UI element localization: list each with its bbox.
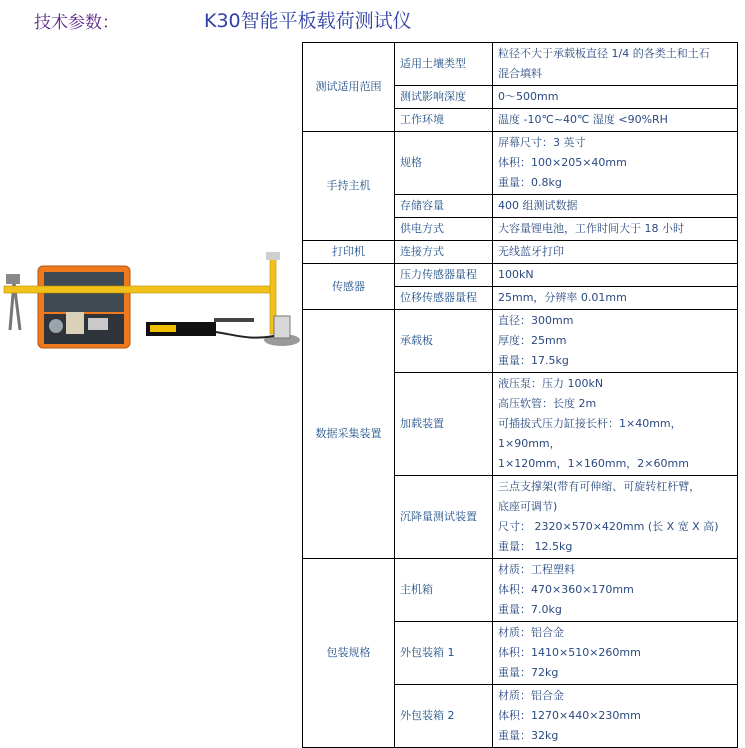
spec-table (302, 42, 738, 748)
category-cell: 打印机 (303, 241, 395, 264)
value-line: 材质：铝合金 (498, 626, 564, 639)
value-line: 重量： 12.5kg (498, 540, 573, 553)
table-row (303, 310, 738, 373)
value-line: 大容量锂电池，工作时间大于 18 小时 (498, 222, 684, 235)
value-cell (493, 43, 738, 86)
value-cell (493, 476, 738, 559)
value-line: 材质：铝合金 (498, 689, 564, 702)
item-cell: 主机箱 (395, 559, 493, 622)
item-cell: 外包装箱 1 (395, 622, 493, 685)
category-cell: 传感器 (303, 264, 395, 310)
value-line: 重量：72kg (498, 666, 559, 679)
value-line: 三点支撑架(带有可伸缩、可旋转杠杆臂， (498, 480, 701, 493)
value-cell (493, 373, 738, 476)
value-line: 直径：300mm (498, 314, 574, 327)
category-cell: 数据采集装置 (303, 310, 395, 559)
value-line: 粒径不大于承载板直径 1/4 的各类土和土石 (498, 47, 710, 60)
category-cell: 测试适用范围 (303, 43, 395, 132)
value-line: 1×120mm，1×160mm，2×60mm (498, 457, 689, 470)
item-cell: 位移传感器量程 (395, 287, 493, 310)
item-cell: 外包装箱 2 (395, 685, 493, 748)
item-cell: 测试影响深度 (395, 86, 493, 109)
item-cell: 存储容量 (395, 195, 493, 218)
value-line: 材质：工程塑料 (498, 563, 575, 576)
value-line: 体积：100×205×40mm (498, 156, 627, 169)
category-cell: 手持主机 (303, 132, 395, 241)
category-cell: 包装规格 (303, 559, 395, 748)
value-cell (493, 241, 738, 264)
value-cell (493, 310, 738, 373)
value-cell (493, 622, 738, 685)
value-cell (493, 218, 738, 241)
value-line: 体积：470×360×170mm (498, 583, 634, 596)
value-line: 无线蓝牙打印 (498, 245, 564, 258)
value-line: 体积：1410×510×260mm (498, 646, 641, 659)
header-label: 技术参数： (34, 13, 119, 33)
value-line: 屏幕尺寸：3 英寸 (498, 136, 586, 149)
item-cell: 供电方式 (395, 218, 493, 241)
value-line: 底座可调节) (498, 500, 558, 513)
value-cell (493, 264, 738, 287)
item-cell: 承载板 (395, 310, 493, 373)
item-cell: 工作环境 (395, 109, 493, 132)
value-line: 温度 -10℃~40℃ 湿度 <90%RH (498, 113, 668, 126)
value-cell (493, 195, 738, 218)
value-line: 体积：1270×440×230mm (498, 709, 641, 722)
value-cell (493, 86, 738, 109)
value-line: 高压软管：长度 2m (498, 397, 597, 410)
table-row (303, 43, 738, 86)
item-cell: 连接方式 (395, 241, 493, 264)
device-illustration-icon (0, 252, 302, 362)
value-cell (493, 559, 738, 622)
value-line: 0～500mm (498, 90, 559, 103)
value-line: 重量：7.0kg (498, 603, 562, 616)
value-cell (493, 685, 738, 748)
item-cell: 加载装置 (395, 373, 493, 476)
item-cell: 压力传感器量程 (395, 264, 493, 287)
value-line: 重量：0.8kg (498, 176, 562, 189)
value-line: 混合填料 (498, 67, 542, 80)
value-line: 尺寸： 2320×570×420mm (长 X 宽 X 高) (498, 520, 719, 533)
value-line: 400 组测试数据 (498, 199, 578, 212)
value-line: 可插拔式压力缸接长杆：1×40mm，1×90mm， (498, 417, 682, 450)
value-cell (493, 132, 738, 195)
value-line: 重量：17.5kg (498, 354, 569, 367)
table-row (303, 132, 738, 195)
value-line: 100kN (498, 268, 534, 281)
value-line: 液压泵：压力 100kN (498, 377, 604, 390)
value-line: 厚度：25mm (498, 334, 567, 347)
table-row (303, 264, 738, 287)
table-row (303, 241, 738, 264)
item-cell: 规格 (395, 132, 493, 195)
value-cell (493, 287, 738, 310)
item-cell: 适用土壤类型 (395, 43, 493, 86)
value-line: 25mm，分辨率 0.01mm (498, 291, 627, 304)
value-cell (493, 109, 738, 132)
value-line: 重量：32kg (498, 729, 559, 742)
table-row (303, 559, 738, 622)
item-cell: 沉降量测试装置 (395, 476, 493, 559)
page-title: K30智能平板载荷测试仪 (204, 10, 412, 32)
